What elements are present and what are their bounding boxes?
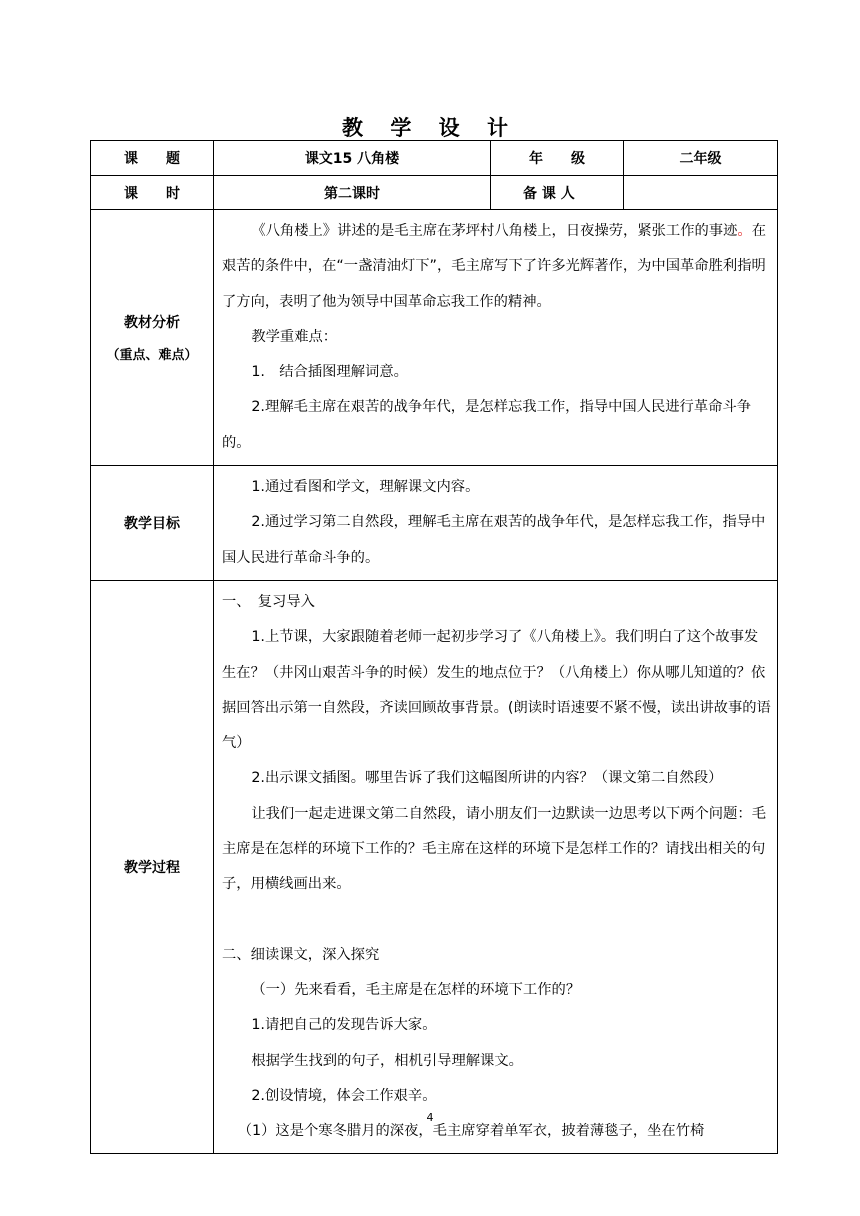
grade-value: 二年级 xyxy=(624,141,778,176)
analysis-focus-heading: 教学重难点： xyxy=(251,328,338,345)
analysis-content xyxy=(214,210,778,466)
header-row-period xyxy=(91,176,778,210)
goals-label: 教学目标 xyxy=(91,466,214,581)
analysis-paragraph: 《八角楼上》讲述的是毛主席在茅坪村八角楼上，日夜操劳，紧张工作的事迹。在艰苦的条件中，在“一盏清油灯下”，毛主席写下了许多光辉著作，为中国革命胜利指明了方向，表明了他为领导中国革命忘我工作的精神。 xyxy=(222,223,766,310)
goal-1: 1.通过看图和学文，理解课文内容。 xyxy=(251,479,480,496)
process-step-2-heading: 二、细读课文，深入探究 xyxy=(222,946,380,963)
document-title: 教 学 设 计 xyxy=(342,116,518,140)
blank-line xyxy=(222,903,771,938)
goal-2: 2.通过学习第二自然段，理解毛主席在艰苦的战争年代，是怎样忘我工作，指导中国人民进行革命斗争的。 xyxy=(222,514,766,566)
process-label: 教学过程 xyxy=(91,580,214,1153)
process-paragraph: 1.上节课，大家跟随着老师一起初步学习了《八角楼上》。我们明白了这个故事发生在？（井冈山艰苦斗争的时候）发生的地点位于？（八角楼上）你从哪儿知道的？依据回答出示第一自然段，齐读回顾故事背景。(朗读时语速要不紧不慢，读出讲故事的语气） xyxy=(222,629,771,752)
process-paragraph: 1.请把自己的发现告诉大家。 xyxy=(251,1017,437,1034)
process-paragraph: 让我们一起走进课文第二自然段，请小朋友们一边默读一边思考以下两个问题：毛主席是在怎样的环境下工作的？毛主席在这样的环境下是怎样工作的？请找出相关的句子，用横线画出来。 xyxy=(222,805,766,893)
analysis-focus-1: 1. 结合插图理解词意。 xyxy=(251,364,408,381)
page-number: 4 xyxy=(426,1111,434,1124)
analysis-sublabel: （重点、难点） xyxy=(106,348,198,364)
process-paragraph: 2.创设情境，体会工作艰辛。 xyxy=(251,1087,437,1104)
process-paragraph: 2.出示课文插图。哪里告诉了我们这幅图所讲的内容？（课文第二自然段） xyxy=(251,770,723,787)
goals-content xyxy=(214,466,778,581)
red-period-mark: 。 xyxy=(737,223,752,239)
grade-label: 年 级 xyxy=(491,141,624,176)
process-step-1-heading: 一、 复习导入 xyxy=(222,593,315,610)
topic-value: 课文15 八角楼 xyxy=(214,141,491,176)
period-value: 第二课时 xyxy=(214,176,491,210)
preparer-value xyxy=(624,176,778,210)
process-content xyxy=(214,580,778,1153)
preparer-label: 备 课 人 xyxy=(491,176,624,210)
analysis-row xyxy=(91,210,778,466)
topic-label: 课 题 xyxy=(91,141,214,176)
process-paragraph: （一）先来看看，毛主席是在怎样的环境下工作的？ xyxy=(251,981,581,998)
header-row-topic xyxy=(91,141,778,176)
lesson-plan-table xyxy=(90,140,778,1154)
analysis-focus-2: 2.理解毛主席在艰苦的战争年代，是怎样忘我工作，指导中国人民进行革命斗争的。 xyxy=(222,399,752,451)
process-row xyxy=(91,580,778,1153)
process-paragraph: （1）这是个寒冬腊月的深夜，毛主席穿着单军衣，披着薄毯子，坐在竹椅 xyxy=(237,1123,705,1140)
goals-row xyxy=(91,466,778,581)
period-label: 课 时 xyxy=(91,176,214,210)
analysis-label: 教材分析 xyxy=(124,315,180,332)
analysis-label-cell xyxy=(91,210,214,466)
process-paragraph: 根据学生找到的句子，相机引导理解课文。 xyxy=(251,1052,523,1069)
